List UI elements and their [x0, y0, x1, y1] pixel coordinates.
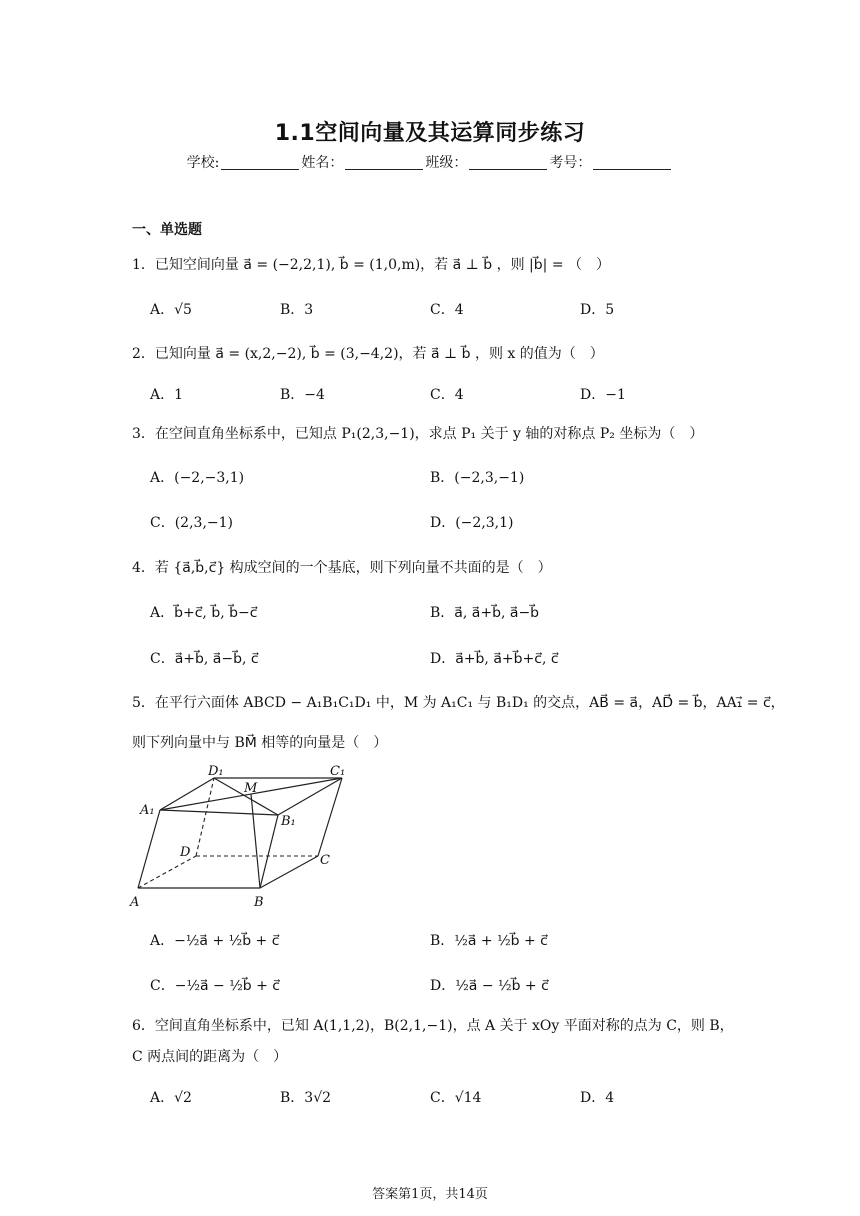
question-1-stem: 1．已知空间向量 a⃗ = (−2,2,1), b⃗ = (1,0,m)，若 a⃗ ⊥ b⃗ ，则 |b⃗| = （ ）: [132, 257, 611, 273]
question-4-option-d: D．a⃗+b⃗, a⃗+b⃗+c⃗, c⃗: [430, 651, 559, 667]
section-heading: 一、单选题: [132, 222, 202, 238]
question-3-option-a: A．(−2,−3,1): [150, 470, 245, 486]
class-label: 班级：: [425, 155, 468, 171]
question-6-option-d: D．4: [580, 1090, 615, 1106]
student-info-line: [0, 152, 860, 172]
question-2-option-d: D．−1: [580, 387, 626, 403]
parallelepiped-figure: [126, 762, 358, 910]
question-4-option-c: C．a⃗+b⃗, a⃗−b⃗, c⃗: [150, 651, 259, 667]
exam-no-label: 考号：: [549, 155, 592, 171]
name-label: 姓名：: [301, 155, 344, 171]
label-d: D: [180, 845, 191, 860]
question-5-stem-continued: 则下列向量中与 BM⃗ 相等的向量是（ ）: [132, 735, 388, 751]
question-1-option-d: D．5: [580, 302, 615, 318]
question-6-option-a: A．√2: [150, 1090, 192, 1106]
label-a1: A₁: [140, 803, 155, 818]
question-2-option-b: B．−4: [280, 387, 325, 403]
question-6-option-c: C．√14: [430, 1090, 482, 1106]
question-5-stem: 5．在平行六面体 ABCD − A₁B₁C₁D₁ 中，M 为 A₁C₁ 与 B₁D₁ 的交点，AB⃗ = a⃗，AD⃗ = b⃗，AA₁⃗ = c⃗，: [132, 695, 785, 711]
label-b1: B₁: [281, 814, 296, 829]
question-4-option-b: B．a⃗, a⃗+b⃗, a⃗−b⃗: [430, 605, 540, 621]
class-blank: [469, 155, 547, 170]
exam-no-blank: [593, 155, 671, 170]
question-3-option-d: D．(−2,3,1): [430, 515, 514, 531]
question-5-option-a: A．−½a⃗ + ½b⃗ + c⃗: [150, 933, 280, 949]
name-blank: [345, 155, 423, 170]
school-label: 学校:: [186, 155, 220, 171]
question-2-stem: 2．已知向量 a⃗ = (x,2,−2), b⃗ = (3,−4,2)，若 a⃗ ⊥ b⃗ ，则 x 的值为（ ）: [132, 346, 604, 362]
label-c1: C₁: [330, 764, 346, 779]
question-3-option-b: B．(−2,3,−1): [430, 470, 525, 486]
question-2-option-a: A．1: [150, 387, 184, 403]
page-title: 1.1空间向量及其运算同步练习: [274, 121, 586, 146]
question-2-option-c: C．4: [430, 387, 464, 403]
label-a: A: [130, 895, 140, 910]
question-6-stem-continued: C 两点间的距离为（ ）: [132, 1049, 288, 1065]
question-5-option-b: B．½a⃗ + ½b⃗ + c⃗: [430, 933, 548, 949]
page-footer: 答案第1页，共14页: [372, 1187, 488, 1202]
question-4-option-a: A．b⃗+c⃗, b⃗, b⃗−c⃗: [150, 605, 258, 621]
question-1-option-b: B．3: [280, 302, 314, 318]
school-blank: [221, 155, 299, 170]
question-5-option-c: C．−½a⃗ − ½b⃗ + c⃗: [150, 978, 281, 994]
question-6-option-b: B．3√2: [280, 1090, 332, 1106]
question-6-stem: 6．空间直角坐标系中，已知 A(1,1,2)，B(2,1,−1)，点 A 关于 xOy 平面对称的点为 C，则 B，: [132, 1018, 734, 1034]
question-1-option-c: C．4: [430, 302, 464, 318]
label-d1: D₁: [208, 764, 224, 779]
label-m: M: [244, 781, 258, 796]
question-3-stem: 3．在空间直角坐标系中，已知点 P₁(2,3,−1)，求点 P₁ 关于 y 轴的对称点 P₂ 坐标为（ ）: [132, 426, 704, 442]
label-c: C: [320, 853, 330, 868]
label-b: B: [254, 895, 264, 910]
question-4-stem: 4．若 {a⃗,b⃗,c⃗} 构成空间的一个基底，则下列向量不共面的是（ ）: [132, 560, 552, 576]
question-1-option-a: A．√5: [150, 302, 192, 318]
question-3-option-c: C．(2,3,−1): [150, 515, 233, 531]
question-5-option-d: D．½a⃗ − ½b⃗ + c⃗: [430, 978, 549, 994]
